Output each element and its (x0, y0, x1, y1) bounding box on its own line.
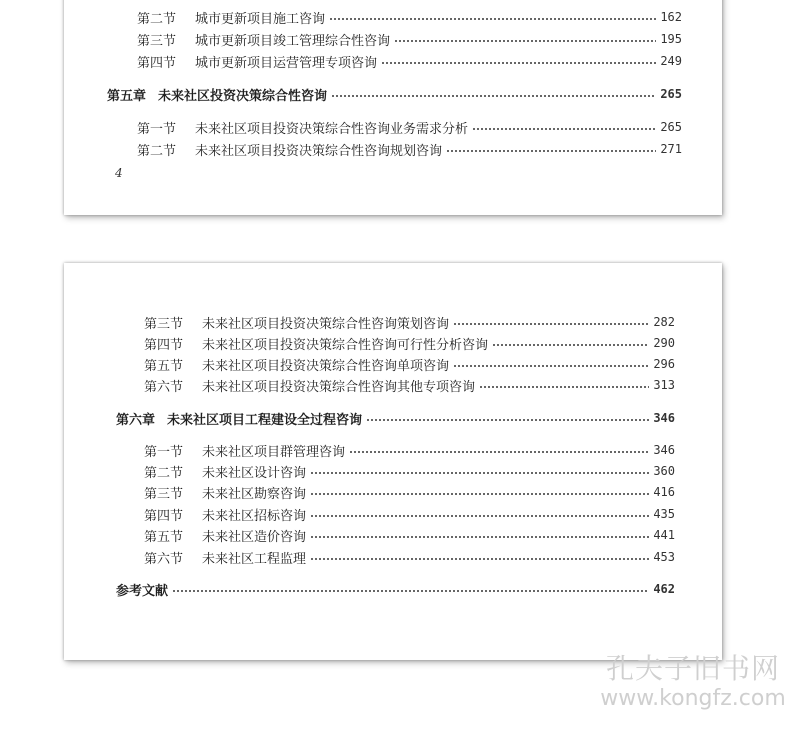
entry-page: 265 (660, 120, 682, 134)
dot-leader (479, 386, 649, 388)
toc-entry (144, 312, 675, 332)
dot-leader (349, 451, 649, 453)
entry-number: 第三节 (144, 316, 184, 332)
watermark-logo (598, 652, 788, 718)
dot-leader (472, 128, 656, 130)
dot-leader (366, 419, 649, 421)
entry-title: 未来社区项目投资决策综合性咨询策划咨询 (202, 316, 450, 332)
entry-number: 第二节 (137, 11, 177, 27)
entry-page: 313 (653, 378, 675, 392)
entry-number: 第三节 (137, 33, 177, 49)
entry-number: 第三节 (144, 486, 184, 502)
entry-number: 第一节 (144, 444, 184, 460)
toc-entry (137, 139, 682, 159)
entry-title: 未来社区项目群管理咨询 (202, 444, 346, 460)
entry-page: 249 (660, 54, 682, 68)
entry-number: 第四节 (144, 337, 184, 353)
entry-title: 未来社区项目投资决策综合性咨询业务需求分析 (195, 121, 469, 137)
dot-leader (329, 18, 656, 20)
watermark-text: 孔夫子旧书网 (605, 652, 780, 685)
entry-number: 第四节 (137, 55, 177, 71)
entry-number: 第二节 (137, 143, 177, 159)
entry-page: 346 (653, 443, 675, 457)
entry-title: 未来社区造价咨询 (202, 529, 307, 545)
entry-page: 271 (660, 142, 682, 156)
entry-number: 第五节 (144, 529, 184, 545)
toc-chapter-entry (107, 84, 682, 104)
toc-entry (137, 51, 682, 71)
toc-page-bottom (64, 263, 722, 660)
entry-title: 未来社区项目投资决策综合性咨询可行性分析咨询 (202, 337, 489, 353)
entry-page: 462 (653, 582, 675, 596)
entry-page: 441 (653, 528, 675, 542)
chapter-number: 第五章 (107, 88, 147, 104)
dot-leader (310, 558, 649, 560)
chapter-title: 未来社区投资决策综合性咨询 (158, 88, 328, 104)
dot-leader (310, 536, 649, 538)
dot-leader (394, 40, 656, 42)
toc-entry (144, 440, 675, 460)
entry-page: 453 (653, 550, 675, 564)
entry-number: 第六节 (144, 379, 184, 395)
toc-entry (144, 354, 675, 374)
entry-number: 第六节 (144, 551, 184, 567)
entry-title: 城市更新项目运营管理专项咨询 (195, 55, 378, 71)
entry-page: 360 (653, 464, 675, 478)
toc-entry (144, 375, 675, 395)
entry-page: 435 (653, 507, 675, 521)
entry-page: 195 (660, 32, 682, 46)
toc-entry-cropped (137, 0, 748, 4)
toc-entry (144, 547, 675, 567)
entry-title: 未来社区勘察咨询 (202, 486, 307, 502)
dot-leader (310, 472, 649, 474)
dot-leader (453, 365, 649, 367)
entry-number: 第五节 (144, 358, 184, 374)
dot-leader (172, 590, 649, 592)
entry-number: 第一节 (137, 121, 177, 137)
entry-page: 346 (653, 411, 675, 425)
toc-chapter-entry (116, 408, 675, 428)
entry-title: 未来社区项目投资决策综合性咨询其他专项咨询 (202, 379, 476, 395)
entry-page: 162 (660, 10, 682, 24)
entry-title: 未来社区项目投资决策综合性咨询规划咨询 (195, 143, 443, 159)
toc-entry (137, 29, 682, 49)
dot-leader (492, 344, 649, 346)
chapter-title: 未来社区项目工程建设全过程咨询 (167, 412, 363, 428)
entry-title: 城市更新项目竣工管理综合性咨询 (195, 33, 391, 49)
entry-page: 265 (660, 87, 682, 101)
toc-references-entry (116, 579, 675, 599)
dot-leader (310, 515, 649, 517)
entry-title: 城市更新项目施工咨询 (195, 11, 326, 27)
dot-leader (446, 150, 656, 152)
entry-title: 未来社区项目投资决策综合性咨询单项咨询 (202, 358, 450, 374)
entry-page: 296 (653, 357, 675, 371)
entry-title: 未来社区工程监理 (202, 551, 307, 567)
toc-page-top (64, 0, 722, 215)
watermark-url: www.kongfz.com (600, 686, 786, 711)
entry-title: 未来社区招标咨询 (202, 508, 307, 524)
toc-entry (144, 461, 675, 481)
toc-entry (144, 482, 675, 502)
dot-leader (381, 62, 656, 64)
toc-entry (137, 117, 682, 137)
dot-leader (331, 95, 656, 97)
page-folio: 4 (115, 166, 123, 180)
entry-title: 未来社区设计咨询 (202, 465, 307, 481)
toc-entry (144, 333, 675, 353)
toc-entry (144, 525, 675, 545)
entry-page: 290 (653, 336, 675, 350)
dot-leader (310, 493, 649, 495)
entry-number: 第四节 (144, 508, 184, 524)
entry-page: 416 (653, 485, 675, 499)
references-label: 参考文献 (116, 583, 169, 599)
chapter-number: 第六章 (116, 412, 156, 428)
entry-number: 第二节 (144, 465, 184, 481)
entry-page: 282 (653, 315, 675, 329)
toc-entry (137, 7, 682, 27)
dot-leader (453, 323, 649, 325)
toc-entry (144, 504, 675, 524)
